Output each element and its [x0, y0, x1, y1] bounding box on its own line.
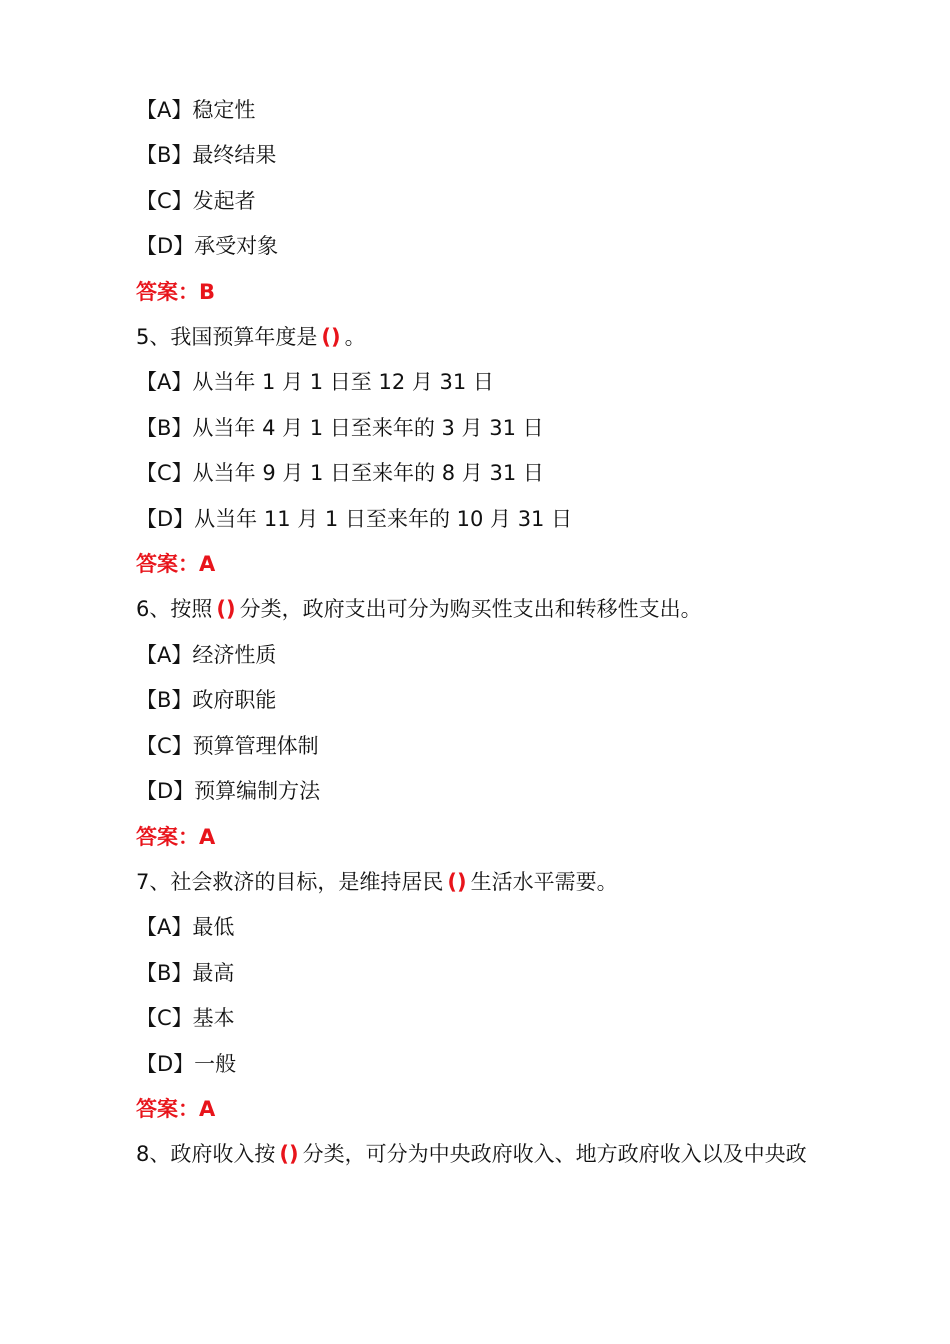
- q4-option-c: 【C】发起者: [136, 189, 256, 213]
- q8-question-text-tail: 分类，可分为中央政府收入、地方政府收入以及中央政: [302, 1142, 807, 1166]
- q6-option-a: 【A】经济性质: [136, 643, 277, 667]
- q7-blank: (): [447, 870, 467, 894]
- q5-answer: 答案：A: [136, 552, 216, 576]
- q6-question-text-tail: 分类，政府支出可分为购买性支出和转移性支出。: [239, 597, 702, 621]
- q5-option-c: 【C】从当年 9 月 1 日至来年的 8 月 31 日: [136, 461, 544, 485]
- q8-question: [136, 1139, 807, 1169]
- q6-answer: 答案：A: [136, 825, 216, 849]
- q5-blank: (): [321, 325, 341, 349]
- q7-option-a: 【A】最低: [136, 915, 235, 939]
- q4-option-a: 【A】稳定性: [136, 98, 256, 122]
- q5-option-b: 【B】从当年 4 月 1 日至来年的 3 月 31 日: [136, 416, 544, 440]
- q6-option-d: 【D】预算编制方法: [136, 779, 321, 803]
- q5-option-d: 【D】从当年 11 月 1 日至来年的 10 月 31 日: [136, 507, 573, 531]
- q5-question: [136, 322, 366, 352]
- q7-question-text: 7、社会救济的目标，是维持居民: [136, 870, 444, 894]
- q7-option-c: 【C】基本: [136, 1006, 235, 1030]
- q5-question-text-tail: 。: [344, 325, 366, 349]
- q6-blank: (): [216, 597, 236, 621]
- q6-option-c: 【C】预算管理体制: [136, 734, 319, 758]
- q6-question: [136, 594, 702, 624]
- q5-question-text: 5、我国预算年度是: [136, 325, 318, 349]
- q7-option-d: 【D】一般: [136, 1052, 237, 1076]
- q4-answer: 答案：B: [136, 280, 216, 304]
- q8-blank: (): [279, 1142, 299, 1166]
- q4-option-b: 【B】最终结果: [136, 143, 277, 167]
- q7-answer: 答案：A: [136, 1097, 216, 1121]
- q8-question-text: 8、政府收入按: [136, 1142, 276, 1166]
- q7-option-b: 【B】最高: [136, 961, 235, 985]
- q7-question-text-tail: 生活水平需要。: [470, 870, 618, 894]
- q7-question: [136, 867, 618, 897]
- q4-option-d: 【D】承受对象: [136, 234, 279, 258]
- q6-option-b: 【B】政府职能: [136, 688, 277, 712]
- q6-question-text: 6、按照: [136, 597, 213, 621]
- q5-option-a: 【A】从当年 1 月 1 日至 12 月 31 日: [136, 370, 494, 394]
